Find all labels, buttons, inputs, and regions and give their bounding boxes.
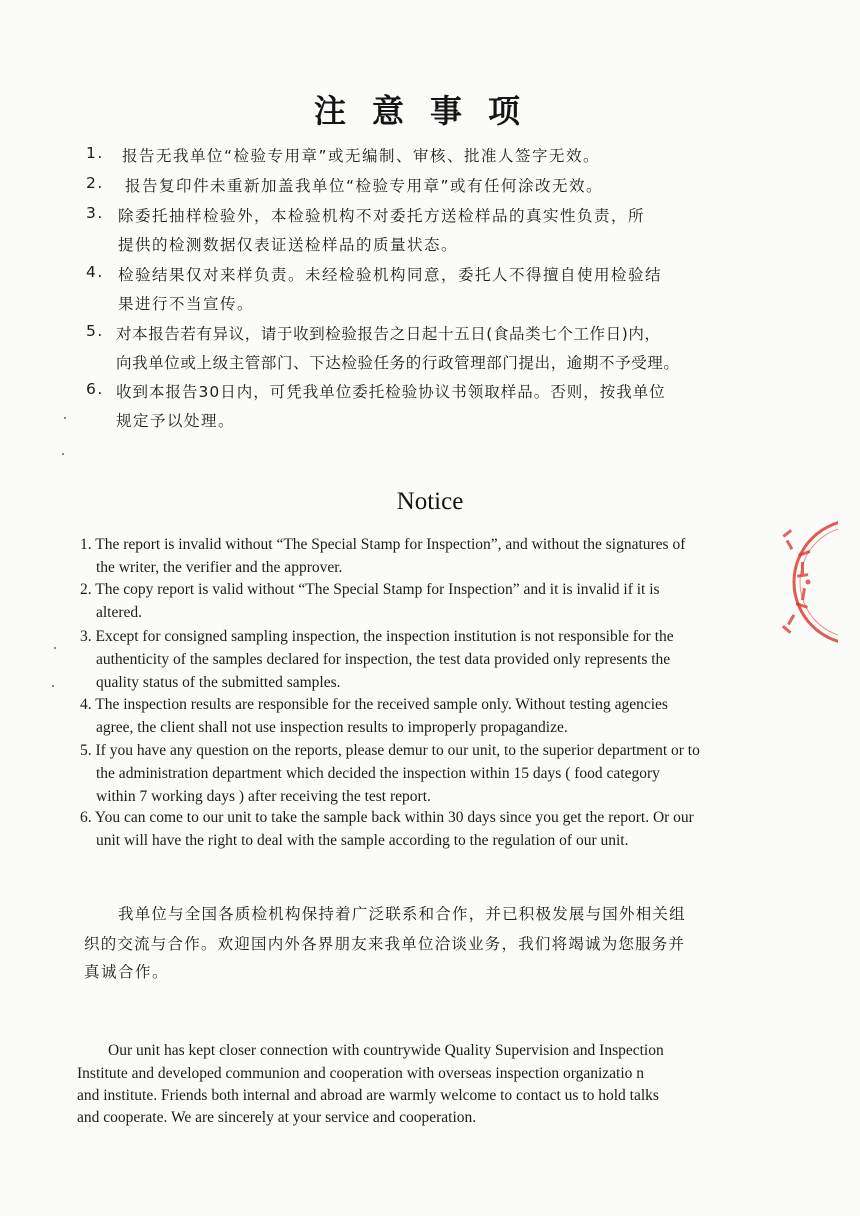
notice-en-item-line: 6. You can come to our unit to take the sample back within 30 days since you get the report. Or our — [80, 809, 694, 826]
notice-zh-item-line: 收到本报告30日内，可凭我单位委托检验协议书领取样品。否则，按我单位 — [116, 383, 666, 401]
notice-zh-item-line: 向我单位或上级主管部门、下达检验任务的行政管理部门提出，逾期不予受理。 — [116, 354, 680, 372]
intro-en-line: and cooperate. We are sincerely at your service and cooperation. — [77, 1109, 477, 1126]
notice-zh-item-line: 提供的检测数据仅表证送检样品的质量状态。 — [118, 236, 459, 254]
notice-zh-item-line: 检验结果仅对来样负责。未经检验机构同意，委托人不得擅自使用检验结 — [118, 266, 663, 284]
notice-zh-item-number: 3. — [86, 204, 104, 222]
intro-en-line: Our unit has kept closer connection with countrywide Quality Supervision and Inspection — [108, 1042, 664, 1059]
red-seal-stamp — [738, 510, 838, 650]
notice-en-item-line: within 7 working days ) after receiving the test report. — [96, 788, 431, 805]
notice-en-item-line: 5. If you have any question on the reports, please demur to our unit, to the superior department or to — [80, 742, 700, 759]
notice-en-item-4 — [80, 693, 780, 739]
notice-zh-item-line: 报告复印件未重新加盖我单位“检验专用章”或有任何涂改无效。 — [125, 177, 604, 195]
scan-speck — [64, 417, 66, 419]
notice-en-item-line: 3. Except for consigned sampling inspection, the inspection institution is not responsible for the — [80, 628, 674, 645]
notice-en-item-line: agree, the client shall not use inspection results to improperly propagandize. — [96, 719, 568, 736]
notice-en-item-line: authenticity of the samples declared for inspection, the test data provided only represents the — [96, 651, 671, 668]
notice-en-item-1 — [80, 533, 780, 579]
notice-zh-item-number: 1. — [86, 144, 104, 162]
scan-speck — [54, 647, 56, 649]
notice-en-item-5 — [80, 739, 780, 808]
notice-zh-item-number: 5. — [86, 322, 104, 340]
notice-en-item-3 — [80, 625, 780, 694]
notice-zh-item-number: 4. — [86, 263, 104, 281]
intro-zh-line: 我单位与全国各质检机构保持着广泛联系和合作，并已积极发展与国外相关组 — [118, 905, 686, 923]
notice-en-item-line: the administration department which decided the inspection within 15 days ( food category — [96, 765, 660, 782]
notice-zh-item-line: 规定予以处理。 — [116, 412, 236, 430]
notice-zh-item-number: 2. — [86, 174, 104, 192]
notice-en-item-line: 1. The report is invalid without “The Special Stamp for Inspection”, and without the signatures of — [80, 536, 686, 553]
notice-zh-item-line: 对本报告若有异议，请于收到检验报告之日起十五日(食品类七个工作日)内， — [116, 325, 661, 343]
notice-en-item-line: 4. The inspection results are responsible for the received sample only. Without testing agencies — [80, 696, 668, 713]
notice-zh-item-line: 报告无我单位“检验专用章”或无编制、审核、批准人签字无效。 — [122, 147, 601, 165]
notice-en-item-line: 2. The copy report is valid without “The Special Stamp for Inspection” and it is invalid if it is — [80, 581, 660, 598]
intro-en-line: Institute and developed communion and cooperation with overseas inspection organizatio n — [77, 1065, 645, 1082]
notice-en-item-2 — [80, 578, 780, 624]
notice-en-item-line: altered. — [96, 604, 143, 621]
notice-en-item-line: quality status of the submitted samples. — [96, 674, 341, 691]
scan-speck — [62, 453, 64, 455]
notice-zh-item-line: 果进行不当宣传。 — [118, 295, 255, 313]
notice-en-item-6 — [80, 806, 780, 852]
notice-title-en: Notice — [396, 488, 464, 515]
intro-zh-line: 真诚合作。 — [84, 963, 170, 981]
notice-zh-item-number: 6. — [86, 380, 104, 398]
intro-zh-line: 织的交流与合作。欢迎国内外各界朋友来我单位洽谈业务，我们将竭诚为您服务并 — [84, 935, 686, 953]
notice-en-item-line: the writer, the verifier and the approver. — [96, 559, 343, 576]
notice-en-item-line: unit will have the right to deal with the sample according to the regulation of our unit. — [96, 832, 629, 849]
notice-zh-item-line: 除委托抽样检验外，本检验机构不对委托方送检样品的真实性负责，所 — [118, 207, 646, 225]
intro-en-line: and institute. Friends both internal and abroad are warmly welcome to contact us to hold talks — [77, 1087, 659, 1104]
notice-title-zh: 注意事项 — [313, 92, 546, 130]
scan-speck — [52, 685, 54, 687]
